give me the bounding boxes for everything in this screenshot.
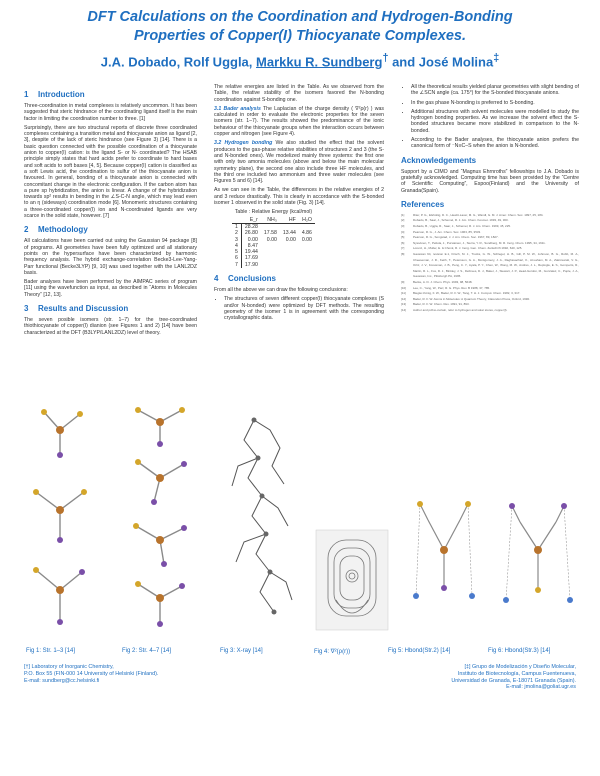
conclusion-item: • The structures of seven different copper(I) thiocyanate complexes (S and/or N-bonded) were optimized by DFT methods. The resulting geometry of the isomer 1 is in agreement with the corresponding crystallographic data. — [224, 296, 384, 321]
table-header-cell — [232, 217, 241, 224]
author-group-3: and José Molina — [388, 54, 494, 70]
reference-text: Dobado, B., Uggla, R., Saar, J., Schemel, R. J. Am. Chem. 1999, 45, 225. — [413, 224, 511, 229]
bader-analysis-paragraph: 3.1 Bader analysis The Laplacian of the charge density ( ∇²ρ(r) ) was calculated in order to evaluate the electronic properties for the seven isomers (str. 1–7). The results showed the predominance of the ionic behaviour of the thiocyanate groups when the interaction occurs between copper and nitrogen (see Figure 4). — [214, 105, 384, 138]
results-paragraph-2: The relative energies are listed in the Table. As we observed from the Table, the relative stability of the isomers favored the N-bonding coordination against S-bonding one. — [214, 84, 384, 103]
reference-text: Nyssönen, T., Peltola, J., Pursiainen, J., Sierra, Y. R., Sundberg, M. R. Inorg. Chem. 1995, 34, 1611. — [413, 240, 546, 245]
footer-line: P.O. Box 55 (FIN-000 14 University of Helsinki (Finland). — [24, 670, 159, 677]
conclusions-list-part-2 — [401, 84, 579, 150]
table-cell — [299, 262, 315, 268]
table-header-cell: E_r — [241, 217, 260, 224]
section-heading-conclusions: 4 Conclusions — [214, 274, 277, 284]
results-paragraph-3: As we can see in the Table, the differences in the relative energies of 2 and 3 reduce drastically. This is clearly in accordance with the S-bonded isomer 1 observed in the solid state (Fig. 3) [14]. — [214, 187, 384, 207]
table-cell: 19.44 — [244, 249, 258, 256]
figure-5-caption: Fig 5: Hbond(Str.2) [14] — [388, 648, 451, 654]
footer-line: [†] Laboratory of Inorganic Chemistry, — [24, 664, 114, 670]
reference-item — [401, 308, 579, 314]
table-row-label: 2 — [232, 230, 241, 236]
references-list — [401, 213, 579, 314]
column-3 — [401, 84, 579, 314]
reference-text: Bader, R. F. W. Chem. Rev. 1991, 91, 893. — [413, 302, 470, 307]
table-cell: 0.00 — [285, 236, 296, 243]
reference-text: Dobado, B., Saar, J., Schemel, R. J. Am. Chem. Kosmet. 1993, 49, 300. — [413, 218, 509, 223]
authors — [0, 50, 600, 70]
footer-line: E-mail: jmolina@goliat.ugr.es — [506, 684, 576, 691]
figure-6-hbond-structure-3 — [492, 400, 584, 635]
footer-line: Instituto de Biotecnología, Campus Fuentenueva, — [457, 670, 576, 677]
table-row-label: 4 — [232, 243, 241, 249]
reference-number: [4] — [401, 229, 405, 234]
column-2 — [214, 84, 384, 325]
table-cell: 28.28 — [244, 223, 258, 230]
footer-affiliation-helsinki — [24, 664, 224, 684]
reference-text: Becke, A. D. J. Chem. Phys. 1993, 98, 5648. — [413, 279, 473, 284]
reference-text: Author and pdf-to-curtain, refer to hydrogen and solar stores, copper(I). — [413, 307, 508, 312]
table-cell — [261, 262, 280, 268]
reference-text: Gaussian 94, revision E.1, Frisch, M. J., Trucks, G. W., Schlegel, H. B., Gill, P. M. W., Johnson, B. G., Robb, M. A., Cheeseman, J. R., Keith, T., Petersson, G. A., Montgomery, J. A., Raghavachari, K., Al-Laham, M. A., Zakrzewski, V. G., Ortiz, J. V., Foresman, J. B., Peng, C. Y., Ayala, P. Y., Chen, W., Wong, M. W., Andres, J. L., Replogle, E. S., Gomperts, R., Martin, R. L., Fox, D. J., Binkley, J. S., DeFrees, D. J., Baker, J., Stewart, J. P., Head-Gordon, M., Gonzalez, C., Pople, J. A., Gaussian, Inc., Pittsburgh PA, 1995. — [413, 252, 579, 279]
table-cell: 13.44 — [282, 230, 296, 237]
footer-affiliation-granada — [376, 664, 576, 691]
table-cell — [280, 223, 299, 230]
reference-number: [1] — [401, 212, 405, 217]
table-cell: 17.90 — [244, 261, 258, 268]
conclusion-item: • According to the Bader analyses, the thiocyanate anion prefers the canonical form of ⁻N≡C–S when the anion is N-bonded. — [411, 137, 579, 150]
table-header-cell: NH₃ — [261, 217, 280, 224]
reference-number: [5] — [401, 235, 405, 240]
table-cell: 8.47 — [247, 242, 258, 249]
figure-3-xray-structure — [214, 400, 306, 635]
intro-paragraph-2: Surprisingly, there are two structural reports of discrete three coordinated complexes containing a transition metal and thiocyanate anion as ligand [2, 3], despite of the lack of steric hindrance (see Figure 3) [14]. There is a basic question connected with the possible coordination of a thiocyanate anion to copper(I) cation: is the ligand S- or N- coordinated? The HSAB principle simply states that hard acids prefer to coordinate to hard bases and soft acids to soft bases [4, 5]. Because copper(I) cation is classified as a soft Lewis acid, the coordination to sulfur of the thiocyanate anion is favoured. In general, bonding of a thiocyanate anion is connected with concomitant change in the electronic configuration. If the carbon atom has a pure sp hybridization, the anion is linear. A change of the hybridization towards sp² results in bending in the ∠S-C-N angle, which may lead even to an η (sideways) coordination mode [6]. Monomeric structures containing a three-coordinated copper(I) ion and N-coordinated ligands are very scarce in the solid state, however. [7] — [24, 124, 197, 220]
table-row — [232, 223, 315, 230]
methods-paragraph-2: Bader analyses have been performed by the AIMPAC series of program [11] using the wavefunction as input, as described in “Atoms in Molecules Theory” [12, 13]. — [24, 279, 197, 298]
intro-paragraph-1: Three-coordination in metal complexes is relatively uncommon. It has been suggested that steric hindrance of the coordinating ligand itself is the main factor in limiting the coordination number to three. [1] — [24, 103, 197, 122]
figure-1-caption: Fig 1: Str. 1–3 [14] — [26, 648, 76, 654]
relative-energy-table — [232, 209, 315, 268]
column-1 — [24, 84, 197, 339]
reference-number: [12] — [401, 296, 407, 301]
footer-line: Universidad de Granada, E-18071 Granada (Spain). — [451, 677, 576, 684]
table-cell: 0.00 — [266, 236, 277, 243]
table-cell: 17.58 — [263, 230, 277, 237]
reference-text: Bader, R. F. W. Atoms in Molecules: A Quantum Theory, Clarendon Press, Oxford, 1990. — [413, 296, 530, 301]
footer-line: E-mail: sundberg@cc.helsinki.fi — [24, 677, 100, 684]
author-group-1: J.A. Dobado, Rolf Uggla, — [100, 54, 257, 70]
reference-number: [3] — [401, 224, 405, 229]
table-header-cell: H₂O — [299, 217, 315, 224]
table-row-label: 5 — [232, 249, 241, 255]
reference-number: [8] — [401, 252, 405, 257]
table-cell: 26.80 — [244, 230, 258, 237]
table-row-label: 7 — [232, 262, 241, 268]
figure-6-caption: Fig 6: Hbond(Str.3) [14] — [488, 648, 551, 654]
figure-2-structures-4-7 — [114, 400, 206, 635]
figures-row — [14, 400, 590, 640]
table-cell — [280, 262, 299, 268]
section-heading-introduction: 1 Introduction — [24, 90, 85, 99]
section-heading-references: References — [401, 199, 445, 209]
reference-text: Riter, P. G., Elsholtig, D. C., Hewitt-Laver, M. G., Wandl, G. M. J. Amer. Chem. Soc. 1997, 25, 184. — [413, 212, 544, 217]
table-cell — [261, 223, 280, 230]
reference-number: [10] — [401, 285, 407, 290]
figure-1-structures-1-3 — [14, 400, 106, 635]
hydrogen-bonding-paragraph: 3.2 Hydrogen bonding We also studied the effect that the solvent produces to the gas-phase relative stabilities of structures 2 and 3 (the S- and N-bonded ones). We modelized mainly three systems: the first one with only two amonia molecules (above and below the main molecular symmetry plane), the second one also include three HF molecules, and the third one included two ammonium and three water molecules (see Figures 5 and 6) [14]. — [214, 140, 384, 185]
conclusion-item: • All the theoretical results yielded planar geometries with slight bending of the ∠SCN angle (ca. 175°) for the S-bonded thiocyanate anions. — [411, 84, 579, 97]
reference-text: Lorenz, H., Muller, E. & Chonk, R. J. Inorg. Gen. Chem. Zeitschrift 1992, 640, 125. — [413, 246, 523, 251]
reference-number: [2] — [401, 218, 405, 223]
title-line-2: Properties of Copper(I) Thiocyanate Complexes. — [134, 28, 466, 44]
footer-line: [‡] Grupo de Modelización y Diseño Molecular, — [464, 664, 576, 670]
section-heading-results: 3 Results and Discussion — [24, 304, 129, 314]
table-row — [232, 230, 315, 236]
conclusions-list-part-1 — [214, 296, 384, 321]
reference-number: [7] — [401, 246, 405, 251]
figure-3-caption: Fig 3: X-ray [14] — [220, 648, 263, 654]
reference-text: Pearson, R. G., Songstad, J. J. Am. Chem. Soc. 1967, 89, 1827. — [413, 235, 499, 240]
table-cell: 4.86 — [301, 230, 312, 237]
reference-text: Pearson, R. G., J. Am. Chem. Soc. 1963, 85, 3533. — [413, 229, 482, 234]
table-row-label: 3 — [232, 237, 241, 243]
conclusions-intro: From all the above we can draw the following conclusions: — [214, 287, 348, 294]
table-cell — [299, 223, 315, 230]
table-row — [232, 262, 315, 268]
section-heading-methodology: 2 Methodology — [24, 225, 88, 235]
table-caption: Table : Relative Energy (kcal/mol) — [234, 209, 313, 216]
acknowledgements-text: Support by a CIMO and “Magnus Ehrnroths” fellowships to J.A. Dobado is gratefully acknowledged. Computing time has been provided by the “Centre of Scientific Computing”, Espoo(Finland) and the University of Granada(Spain). — [401, 168, 579, 194]
author-mark-ddagger: ‡ — [493, 52, 500, 64]
figure-5-hbond-structure-2 — [398, 400, 490, 635]
poster-title — [0, 8, 600, 46]
author-mark-dagger: † — [382, 52, 389, 64]
reference-number: [9] — [401, 279, 405, 284]
reference-text: Biegler-König, F. W., Bader, R. F. W., Tang, T. H. J. Comput. Chem. 1982, 3, 317. — [413, 291, 521, 296]
reference-number: [14] — [401, 307, 407, 312]
author-sundberg: Markku R. Sundberg — [256, 54, 383, 70]
results-paragraph-1: The seven posible isomers (str. 1–7) for the tree-coordinated thiothiocyanate of copper(I) dianion (see Figures 1 and 2) [14] have been characterized at the DFT (B3LYP/LANL2DZ) level of theory. — [24, 317, 197, 336]
figure-4-laplacian-contour — [306, 400, 398, 635]
table-cell: 0.00 — [247, 236, 258, 243]
reference-text: Lee, C., Yang, W., Parr, R. G. Phys. Rev. B 1988, 37, 785. — [413, 285, 491, 290]
reference-item — [401, 252, 579, 280]
table-cell: 0.00 — [301, 236, 312, 243]
table-row-label: 6 — [232, 255, 241, 261]
conclusion-item: • Additional structures with solvent molecules were modelled to study the hydrogen bonding properties. As we increase the solvent effect the S-bonded structures became more stabilized in comparison to the N-bonded. — [411, 109, 579, 134]
reference-number: [13] — [401, 302, 407, 307]
reference-number: [6] — [401, 240, 405, 245]
reference-number: [11] — [401, 291, 406, 296]
table-header-cell: HF — [280, 217, 299, 224]
methods-paragraph-1: All calculations have been carried out using the Gaussian 94 package [8] of programs. All geometries have been fully optimized and all stationary points on the hypersurface have been characterized by harmonic frequency analysis. The hybrid exchange-correlation Becke3-Lee-Yang-Parr functional (Becke3LYP) [9, 10] was used together with the LANL2DZ basis. — [24, 238, 197, 276]
section-heading-acknowledgements: Acknowledgements — [401, 155, 477, 165]
title-line-1: DFT Calculations on the Coordination and Hydrogen-Bonding — [87, 9, 513, 25]
figure-4-caption: Fig 4: ∇²(ρ(r)) — [314, 649, 351, 655]
figure-2-caption: Fig 2: Str. 4–7 [14] — [122, 648, 172, 654]
conclusion-item: • In the gas phase N-bonding is preferred to S-bonding. — [411, 100, 579, 106]
table-row-label: 1 — [232, 223, 241, 230]
table-cell: 17.69 — [244, 255, 258, 262]
